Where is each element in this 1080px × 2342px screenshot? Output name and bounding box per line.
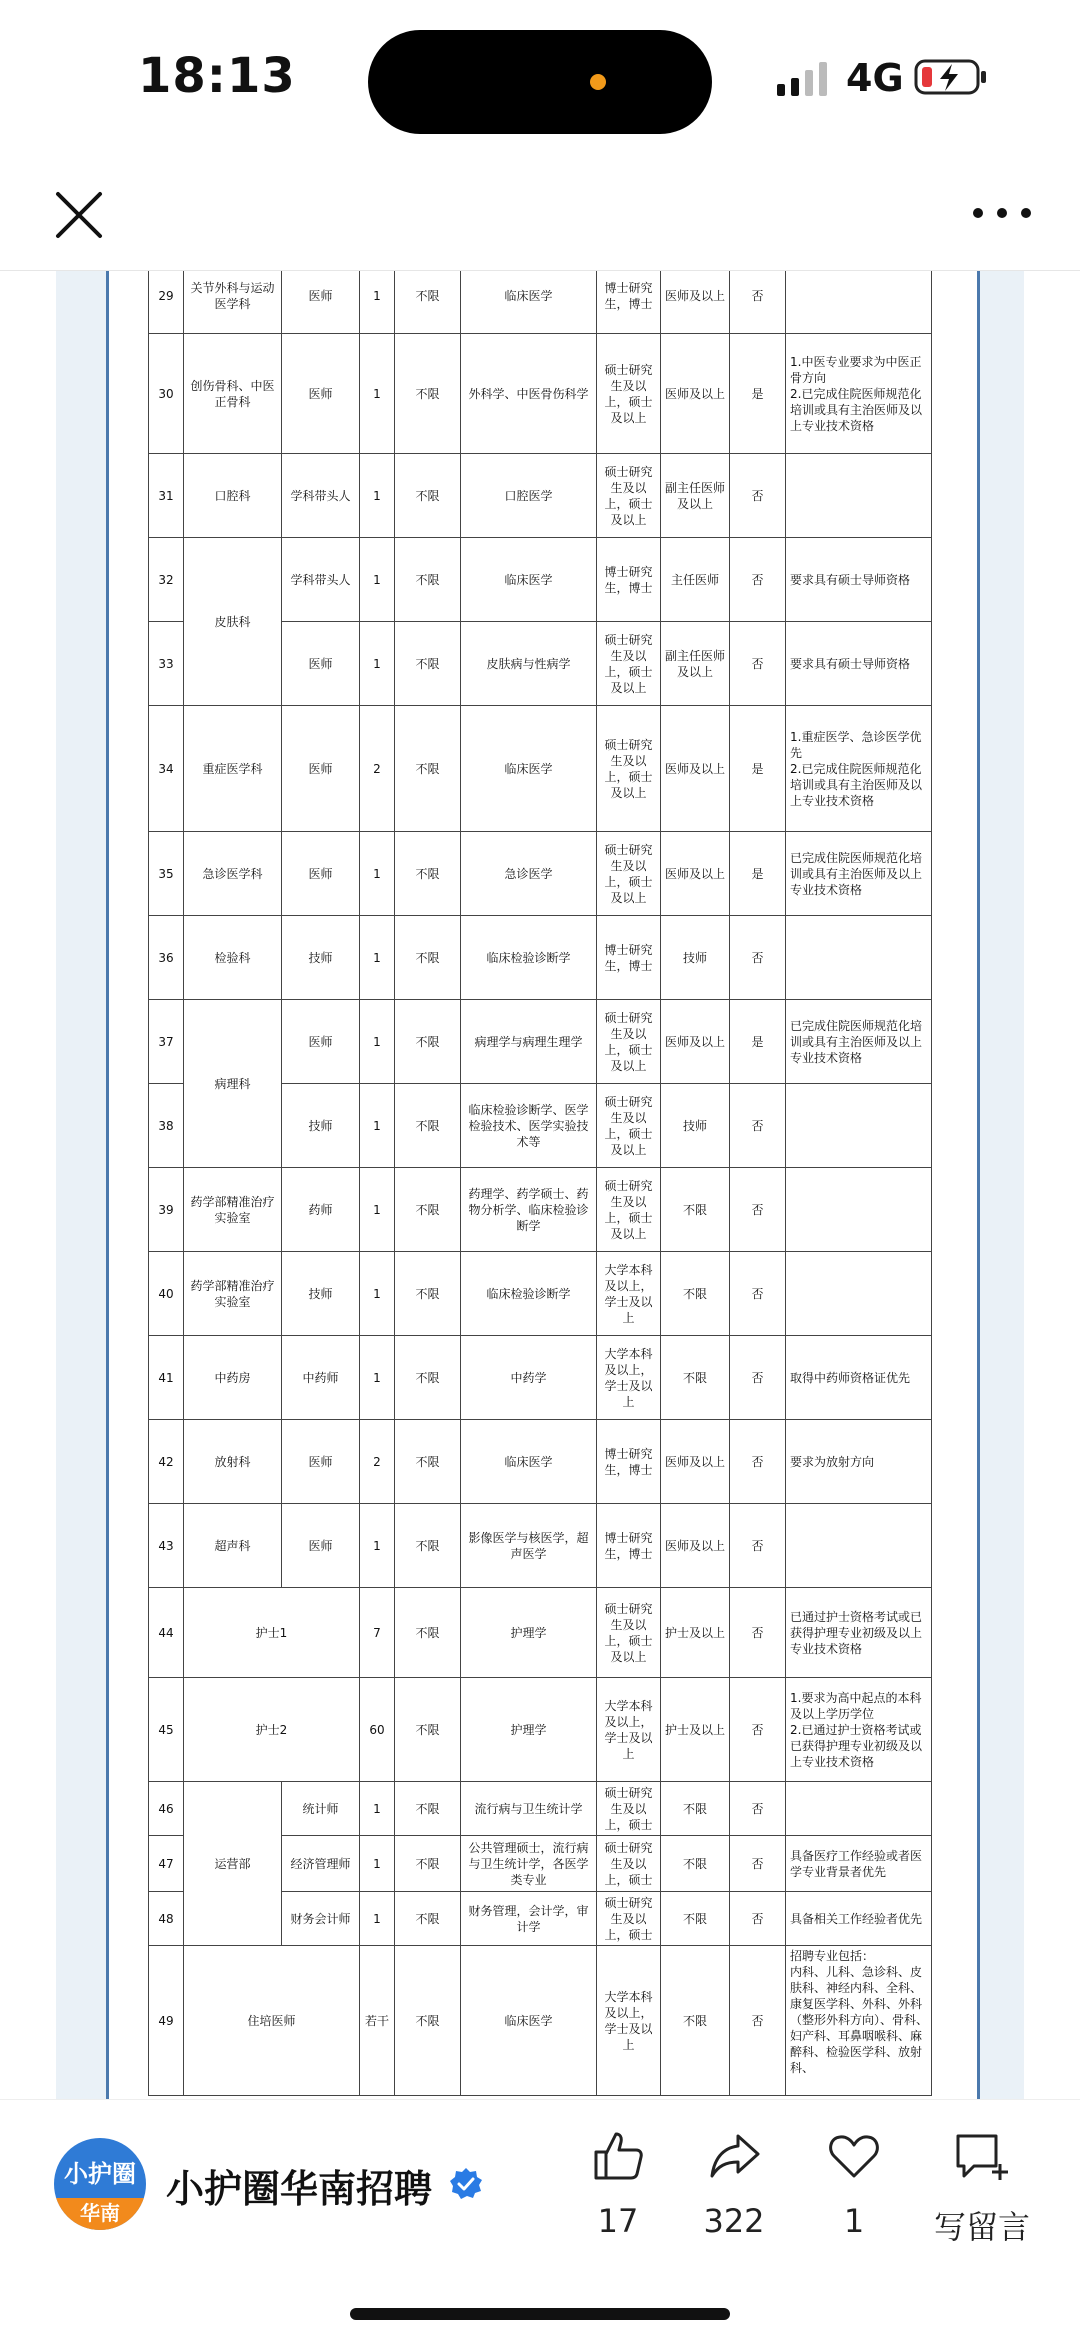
table-cell: 37 [149, 1000, 184, 1084]
table-cell: 要求为放射方向 [786, 1420, 932, 1504]
table-row [149, 1000, 932, 1084]
table-cell: 是 [730, 1000, 786, 1084]
table-cell: 硕士研究生及以上，硕士 [597, 1836, 661, 1892]
table-cell: 1 [360, 1084, 395, 1168]
table-cell: 1 [360, 1504, 395, 1588]
comment-add-icon [952, 2128, 1012, 2184]
table-cell: 公共管理硕士，流行病与卫生统计学，各医学类专业 [461, 1836, 597, 1892]
verified-badge-icon [448, 2166, 484, 2202]
table-cell: 否 [730, 1420, 786, 1504]
table-cell: 学科带头人 [282, 454, 360, 538]
table-cell: 医师 [282, 622, 360, 706]
table-cell: 38 [149, 1084, 184, 1168]
table-cell: 46 [149, 1782, 184, 1836]
table-cell: 博士研究生，博士 [597, 1504, 661, 1588]
comment-button[interactable] [922, 2128, 1042, 2248]
table-cell: 43 [149, 1504, 184, 1588]
table-row [149, 1588, 932, 1678]
table-cell: 否 [730, 271, 786, 334]
table-cell: 病理科 [184, 1000, 282, 1168]
table-cell: 30 [149, 334, 184, 454]
table-cell: 39 [149, 1168, 184, 1252]
table-cell: 博士研究生，博士 [597, 916, 661, 1000]
table-cell: 不限 [661, 1892, 730, 1946]
table-cell: 否 [730, 622, 786, 706]
table-cell: 35 [149, 832, 184, 916]
table-row [149, 706, 932, 832]
table-cell: 硕士研究生及以上，硕士及以上 [597, 454, 661, 538]
table-cell: 硕士研究生及以上，硕士及以上 [597, 622, 661, 706]
table-cell: 不限 [395, 334, 461, 454]
mic-indicator-icon [590, 74, 606, 90]
table-cell: 急诊医学 [461, 832, 597, 916]
account-name[interactable]: 小护圈华南招聘 [166, 2167, 433, 2211]
table-cell: 1 [360, 271, 395, 334]
table-cell: 已通过护士资格考试或已获得护理专业初级及以上专业技术资格 [786, 1588, 932, 1678]
table-cell: 重症医学科 [184, 706, 282, 832]
table-cell: 技师 [282, 916, 360, 1000]
table-cell: 硕士研究生及以上，硕士 [597, 1892, 661, 1946]
table-cell: 关节外科与运动医学科 [184, 271, 282, 334]
article-content[interactable] [0, 271, 1080, 2099]
table-cell: 药学部精准治疗实验室 [184, 1168, 282, 1252]
table-cell [786, 454, 932, 538]
table-cell: 1 [360, 1336, 395, 1420]
comment-label: 写留言 [933, 2208, 1030, 2246]
table-cell: 不限 [395, 454, 461, 538]
avatar-text: 小护圈 [64, 2160, 136, 2188]
table-cell: 技师 [282, 1252, 360, 1336]
table-cell: 1 [360, 1836, 395, 1892]
share-count: 322 [703, 2202, 765, 2240]
table-cell: 放射科 [184, 1420, 282, 1504]
table-cell: 不限 [395, 1892, 461, 1946]
table-cell: 2 [360, 706, 395, 832]
table-cell [786, 916, 932, 1000]
table-cell: 32 [149, 538, 184, 622]
table-cell: 超声科 [184, 1504, 282, 1588]
table-cell: 博士研究生，博士 [597, 271, 661, 334]
status-bar [0, 0, 1080, 160]
table-cell: 36 [149, 916, 184, 1000]
table-cell: 不限 [395, 1836, 461, 1892]
table-cell: 硕士研究生及以上，硕士及以上 [597, 334, 661, 454]
table-cell: 不限 [395, 1588, 461, 1678]
table-cell: 1 [360, 1892, 395, 1946]
table-cell: 不限 [661, 1836, 730, 1892]
table-cell: 药学部精准治疗实验室 [184, 1252, 282, 1336]
table-row [149, 1336, 932, 1420]
table-cell: 若干 [360, 1946, 395, 2096]
table-cell: 药师 [282, 1168, 360, 1252]
table-cell: 财务会计师 [282, 1892, 360, 1946]
table-cell: 要求具有硕士导师资格 [786, 538, 932, 622]
table-cell: 硕士研究生及以上，硕士 [597, 1782, 661, 1836]
avatar-subtext: 华南 [54, 2198, 146, 2230]
table-cell [786, 1252, 932, 1336]
table-cell: 医师 [282, 832, 360, 916]
table-cell: 护理学 [461, 1678, 597, 1782]
table-cell: 医师 [282, 1420, 360, 1504]
table-cell: 不限 [395, 1946, 461, 2096]
table-cell: 医师及以上 [661, 1420, 730, 1504]
table-cell: 否 [730, 1782, 786, 1836]
like-button[interactable] [568, 2128, 668, 2240]
table-cell: 医师 [282, 271, 360, 334]
table-cell: 否 [730, 1892, 786, 1946]
battery-charging-icon [914, 58, 988, 96]
table-cell: 临床检验诊断学 [461, 916, 597, 1000]
table-row [149, 1168, 932, 1252]
table-cell: 1.中医专业要求为中医正骨方向 2.已完成住院医师规范化培训或具有主治医师及以上专业技术资格 [786, 334, 932, 454]
favorite-count: 1 [843, 2202, 865, 2240]
network-type: 4G [846, 56, 904, 100]
table-cell: 不限 [395, 832, 461, 916]
table-cell: 不限 [395, 1252, 461, 1336]
table-cell: 41 [149, 1336, 184, 1420]
table-cell: 1 [360, 454, 395, 538]
table-cell: 31 [149, 454, 184, 538]
table-cell: 不限 [661, 1168, 730, 1252]
table-cell: 不限 [661, 1946, 730, 2096]
table-cell: 不限 [395, 1504, 461, 1588]
table-cell: 临床检验诊断学、医学检验技术、医学实验技术等 [461, 1084, 597, 1168]
table-cell: 硕士研究生及以上，硕士及以上 [597, 1084, 661, 1168]
table-cell: 技师 [282, 1084, 360, 1168]
table-cell: 否 [730, 1678, 786, 1782]
table-row [149, 832, 932, 916]
table-cell: 硕士研究生及以上，硕士及以上 [597, 832, 661, 916]
table-cell: 医师及以上 [661, 271, 730, 334]
table-cell: 不限 [395, 1168, 461, 1252]
table-cell [786, 1084, 932, 1168]
table-cell: 博士研究生，博士 [597, 1420, 661, 1504]
table-cell: 护士及以上 [661, 1588, 730, 1678]
table-cell: 中药房 [184, 1336, 282, 1420]
table-cell: 1 [360, 1782, 395, 1836]
table-cell: 1.要求为高中起点的本科及以上学历学位 2.已通过护士资格考试或已获得护理专业初级及以上专业技术资格 [786, 1678, 932, 1782]
table-cell: 硕士研究生及以上，硕士及以上 [597, 1000, 661, 1084]
close-icon[interactable] [52, 188, 106, 242]
table-cell: 病理学与病理生理学 [461, 1000, 597, 1084]
table-cell: 否 [730, 1336, 786, 1420]
table-cell [786, 271, 932, 334]
table-cell: 48 [149, 1892, 184, 1946]
table-cell: 47 [149, 1836, 184, 1892]
table-cell: 1 [360, 334, 395, 454]
favorite-button[interactable] [804, 2128, 904, 2240]
table-cell: 否 [730, 454, 786, 538]
table-row [149, 1946, 932, 2096]
table-cell: 40 [149, 1252, 184, 1336]
table-cell: 不限 [395, 916, 461, 1000]
table-cell: 1 [360, 916, 395, 1000]
table-cell: 不限 [395, 538, 461, 622]
table-cell: 临床医学 [461, 706, 597, 832]
table-cell: 7 [360, 1588, 395, 1678]
table-cell: 不限 [661, 1336, 730, 1420]
table-cell: 否 [730, 1168, 786, 1252]
table-row [149, 334, 932, 454]
table-cell: 运营部 [184, 1782, 282, 1946]
table-cell: 临床检验诊断学 [461, 1252, 597, 1336]
table-cell: 临床医学 [461, 1420, 597, 1504]
table-cell: 大学本科及以上，学士及以上 [597, 1336, 661, 1420]
table-cell: 否 [730, 1252, 786, 1336]
table-cell: 医师 [282, 706, 360, 832]
table-row [149, 538, 932, 622]
table-cell: 护士1 [184, 1588, 360, 1678]
table-cell: 流行病与卫生统计学 [461, 1782, 597, 1836]
table-row [149, 1782, 932, 1836]
table-cell [786, 1168, 932, 1252]
table-cell: 护士及以上 [661, 1678, 730, 1782]
share-arrow-icon [706, 2128, 762, 2184]
table-row [149, 1678, 932, 1782]
table-cell: 否 [730, 916, 786, 1000]
table-cell: 医师 [282, 334, 360, 454]
table-cell: 45 [149, 1678, 184, 1782]
table-cell: 1 [360, 538, 395, 622]
table-cell: 医师及以上 [661, 706, 730, 832]
table-cell: 不限 [395, 622, 461, 706]
table-cell: 大学本科及以上，学士及以上 [597, 1252, 661, 1336]
table-cell: 技师 [661, 1084, 730, 1168]
like-count: 17 [597, 2202, 639, 2240]
table-cell: 医师 [282, 1000, 360, 1084]
table-cell: 创伤骨科、中医正骨科 [184, 334, 282, 454]
table-cell: 影像医学与核医学，超声医学 [461, 1504, 597, 1588]
home-indicator[interactable] [350, 2308, 730, 2320]
table-cell: 经济管理师 [282, 1836, 360, 1892]
table-cell: 临床医学 [461, 538, 597, 622]
table-cell: 否 [730, 1588, 786, 1678]
table-cell: 护理学 [461, 1588, 597, 1678]
table-cell: 医师及以上 [661, 1000, 730, 1084]
dynamic-island [368, 30, 712, 134]
table-cell: 否 [730, 1946, 786, 2096]
table-cell: 学科带头人 [282, 538, 360, 622]
table-cell: 招聘专业包括： 内科、儿科、急诊科、皮肤科、神经内科、全科、康复医学科、外科、外科（整形外科方向）、骨科、妇产科、耳鼻咽喉科、麻醉科、检验医学科、放射科、 [786, 1946, 932, 2096]
table-cell: 技师 [661, 916, 730, 1000]
table-cell: 不限 [661, 1252, 730, 1336]
table-cell: 29 [149, 271, 184, 334]
table-cell: 医师 [282, 1504, 360, 1588]
nav-bar [0, 160, 1080, 271]
table-cell: 医师及以上 [661, 1504, 730, 1588]
table-cell: 不限 [395, 1000, 461, 1084]
table-row [149, 271, 932, 334]
table-row [149, 1420, 932, 1504]
table-cell: 已完成住院医师规范化培训或具有主治医师及以上专业技术资格 [786, 1000, 932, 1084]
bottom-bar [0, 2099, 1080, 2342]
table-cell: 33 [149, 622, 184, 706]
table-cell: 医师及以上 [661, 334, 730, 454]
table-cell: 临床医学 [461, 271, 597, 334]
table-row [149, 1252, 932, 1336]
table-row [149, 916, 932, 1000]
table-cell: 中药学 [461, 1336, 597, 1420]
table-cell: 硕士研究生及以上，硕士及以上 [597, 1588, 661, 1678]
table-cell: 49 [149, 1946, 184, 2096]
recruitment-table [148, 271, 932, 2096]
more-options-icon[interactable] [970, 198, 1034, 228]
table-cell: 34 [149, 706, 184, 832]
table-cell: 护士2 [184, 1678, 360, 1782]
table-cell: 42 [149, 1420, 184, 1504]
table-cell: 不限 [395, 1678, 461, 1782]
table-cell: 不限 [395, 1084, 461, 1168]
avatar[interactable] [54, 2138, 146, 2230]
table-row [149, 454, 932, 538]
table-cell: 1 [360, 1252, 395, 1336]
table-cell: 副主任医师及以上 [661, 622, 730, 706]
table-cell: 不限 [395, 1420, 461, 1504]
table-cell: 1 [360, 1000, 395, 1084]
heart-icon [826, 2128, 882, 2184]
table-cell: 否 [730, 1836, 786, 1892]
table-cell: 否 [730, 1504, 786, 1588]
table-cell: 检验科 [184, 916, 282, 1000]
table-cell: 2 [360, 1420, 395, 1504]
table-cell: 硕士研究生及以上，硕士及以上 [597, 1168, 661, 1252]
table-cell: 统计师 [282, 1782, 360, 1836]
table-cell: 1.重症医学、急诊医学优先 2.已完成住院医师规范化培训或具有主治医师及以上专业技术资格 [786, 706, 932, 832]
table-cell: 大学本科及以上，学士及以上 [597, 1678, 661, 1782]
table-cell: 否 [730, 538, 786, 622]
status-time: 18:13 [138, 48, 296, 104]
table-cell: 住培医师 [184, 1946, 360, 2096]
table-cell: 不限 [395, 706, 461, 832]
table-cell: 临床医学 [461, 1946, 597, 2096]
table-cell: 是 [730, 706, 786, 832]
table-cell: 财务管理，会计学，审计学 [461, 1892, 597, 1946]
table-cell: 大学本科及以上，学士及以上 [597, 1946, 661, 2096]
table-cell: 口腔科 [184, 454, 282, 538]
table-cell: 是 [730, 334, 786, 454]
thumbs-up-icon [590, 2128, 646, 2184]
table-cell: 不限 [395, 1336, 461, 1420]
table-cell: 皮肤病与性病学 [461, 622, 597, 706]
table-cell: 硕士研究生及以上，硕士及以上 [597, 706, 661, 832]
table-cell: 中药师 [282, 1336, 360, 1420]
table-cell: 1 [360, 622, 395, 706]
table-cell: 外科学、中医骨伤科学 [461, 334, 597, 454]
table-cell: 口腔医学 [461, 454, 597, 538]
table-cell: 已完成住院医师规范化培训或具有主治医师及以上专业技术资格 [786, 832, 932, 916]
table-cell: 医师及以上 [661, 832, 730, 916]
table-cell: 具备相关工作经验者优先 [786, 1892, 932, 1946]
table-cell: 药理学、药学硕士、药物分析学、临床检验诊断学 [461, 1168, 597, 1252]
table-cell: 是 [730, 832, 786, 916]
table-cell: 皮肤科 [184, 538, 282, 706]
table-cell: 不限 [395, 271, 461, 334]
table-cell: 1 [360, 1168, 395, 1252]
table-cell: 44 [149, 1588, 184, 1678]
table-cell: 60 [360, 1678, 395, 1782]
table-cell: 副主任医师及以上 [661, 454, 730, 538]
table-cell: 主任医师 [661, 538, 730, 622]
table-cell: 具备医疗工作经验或者医学专业背景者优先 [786, 1836, 932, 1892]
table-cell: 要求具有硕士导师资格 [786, 622, 932, 706]
table-cell: 不限 [395, 1782, 461, 1836]
table-cell [786, 1504, 932, 1588]
table-cell [786, 1782, 932, 1836]
table-cell: 否 [730, 1084, 786, 1168]
table-cell: 不限 [661, 1782, 730, 1836]
table-row [149, 1504, 932, 1588]
table-cell: 急诊医学科 [184, 832, 282, 916]
table-cell: 取得中药师资格证优先 [786, 1336, 932, 1420]
table-cell: 博士研究生，博士 [597, 538, 661, 622]
table-cell: 1 [360, 832, 395, 916]
share-button[interactable] [684, 2128, 784, 2240]
